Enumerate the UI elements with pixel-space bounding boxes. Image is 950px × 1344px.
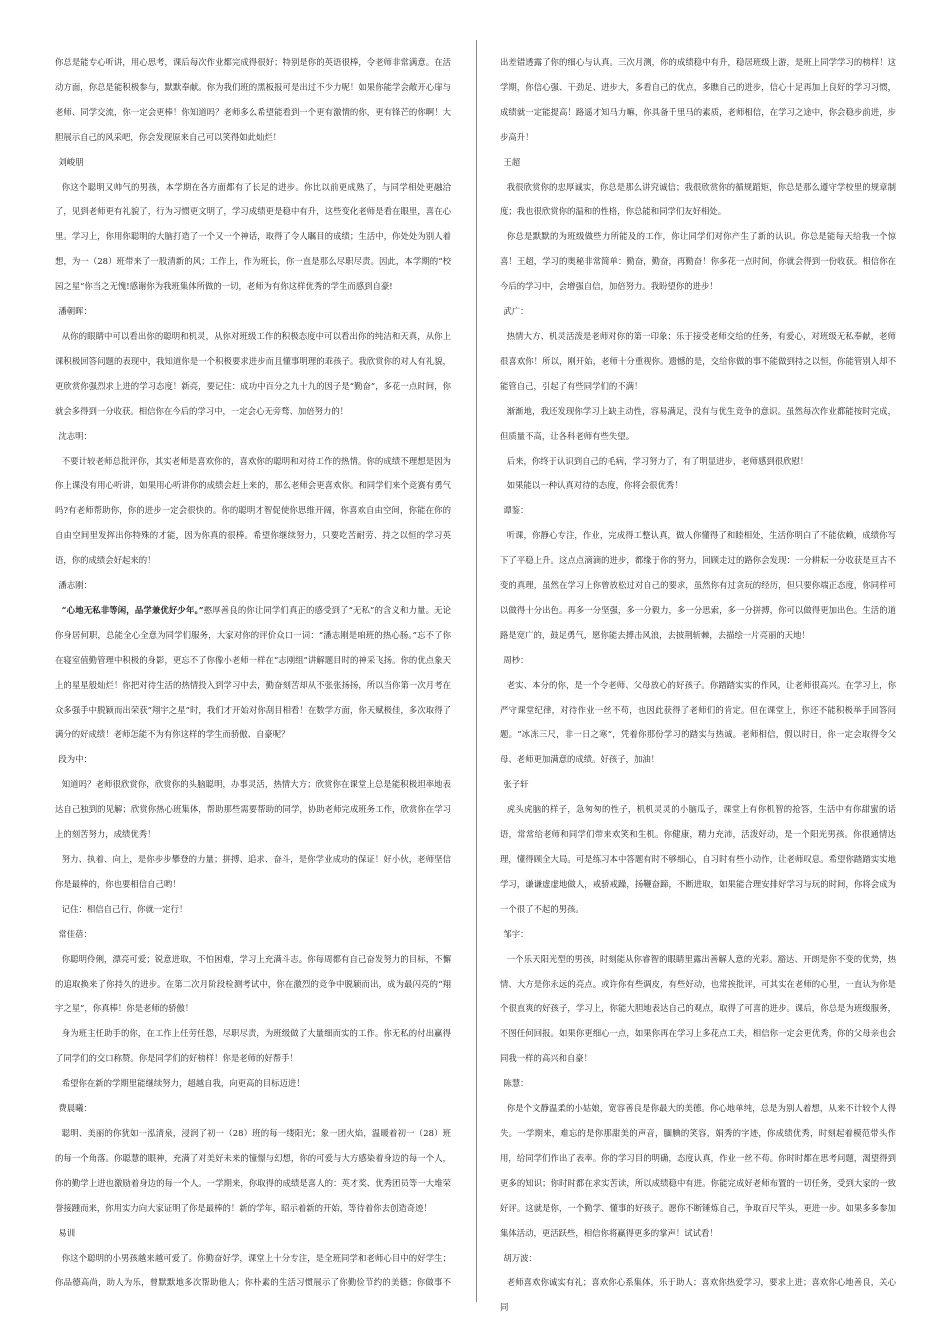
student-name: 潘朝晖： xyxy=(58,306,92,317)
student-name: 陈慧： xyxy=(503,1078,529,1089)
comment-paragraph: 从你的眼睛中可以看出你的聪明和机灵，从你对班级工作的积极态度中可以看出你的纯洁和天真，从你上课积极回答问题的表现中，我知道你是一个积极要求进步而且懂事明理的乖孩子。我欣赏你的对人有礼貌，更欣赏你强烈求上进的学习态度！新亮，要记住：成功中百分之九十九的因子是“勤奋”，多花一点时间，你就会多得到一分收获。相信你在今后的学习中，一定会心无旁骛、加倍努力的！ xyxy=(55,330,451,416)
continued-comment: 出差错透露了你的细心与认真。三次月测，你的成绩稳中有升，稳居班级上游，是班上同学学习的榜样！这学期，你信心强、干劲足、进步大，多看自己的优点，多瞧自己的进步，信心十足再加上良好的学习习惯，成绩就一定能提高！路遥才知马力嘛，你具备千里马的素质，老师相信，在学习之途中，你会稳步前进，步步高升！ xyxy=(500,57,896,142)
student-entry xyxy=(55,424,451,573)
student-name: 费晨曦： xyxy=(58,1103,92,1114)
student-entry xyxy=(500,922,896,1071)
student-name: 胡万波： xyxy=(503,1252,537,1263)
comment-paragraph: 老实、本分的你，是一个令老师、父母放心的好孩子。你踏踏实实的作风，让老师很高兴。在学习上，你严守课堂纪律，对待作业一丝不苟，也因此获得了老师们的肯定。但在课堂上，你还不能积极举手回答问题。“冰冻三尺，非一日之寒”，凭着你那份学习的踏实与热诚。老师相信，假以时日，你一定会取得令父母、老师更加满意的成绩。好孩子，加油！ xyxy=(500,679,896,765)
comment-paragraph: 如果能以一种认真对待的态度，你将会很优秀！ xyxy=(506,480,683,491)
comment-paragraph: 我很欣赏你的忠厚诚实，你总是那么讲究诚信；我很欣赏你的循规蹈矩，你总是那么遵守学校里的规章制度；我也很欣赏你的温和的性格，你总能和同学们友好相处。 xyxy=(500,181,896,217)
student-name: 段为中： xyxy=(58,754,92,765)
comment-paragraph: 听课，你静心专注，作业，完成得工整认真，做人你懂得了和睦相处，生活你明白了不能依赖，成绩你写下了平稳上升。这点点滴滴的进步，都缘于你的努力，回顾走过的路你会发现：一分耕耘一分收获是亘古不变的真理，虽然在学习上你曾放松过对自己的要求，虽然你有过贪玩的经历，但只要你端正态度，你同样可以做得十分出色。再多一分坚强，多一分毅力，多一分思索，多一分拼搏，你可以做得更加出色。生活的道路是宽广的，鼓足勇气，愿你能去搏击风浪，去披荆斩棘，去描绘一片亮丽的天地！ xyxy=(500,530,896,640)
comment-paragraph: 你总是默默的为班级做些力所能及的工作，你让同学们对你产生了新的认识。你总是能每天给我一个惊喜！王超，学习的奥秘非常简单：勤奋，勤奋，再勤奋！你多花一点时间，你就会得到一份收获。相信你在今后的学习中，会增强自信，加倍努力。我盼望你的进步！ xyxy=(500,231,896,292)
comment-lead-motto: “心地无私非等闲，品学兼优好少年。” xyxy=(61,604,204,615)
comment-paragraph: 后来，你终于认识到自己的毛病，学习努力了，有了明显进步，老师感到很欣慰！ xyxy=(506,455,809,466)
student-entry xyxy=(55,299,451,424)
student-name: 谭鉴： xyxy=(503,505,529,516)
comment-paragraph: 聪明、美丽的你犹如一泓清泉，浸润了初一（28）班的每一缕阳光；象一团火焰，温暖着初一（28）班的每一个角落。你聪慧的眼神，充满了对美好未来的憧憬与幻想，你的可爱与大方感染着身边的每一个人，你的勤学上进也激励着身边的每一个人。一学期来，你取得的成绩是喜人的：英才奖、优秀团员等一大堆荣誉接踵而来，你用实力向大家证明了你是最棒的！新的学年，昭示着新的开始，等待着你去创造奇迹！ xyxy=(55,1127,451,1213)
column-divider xyxy=(476,40,477,1302)
comment-paragraph: 身为班主任助手的你，在工作上任劳任怨，尽职尽责，为班级做了大量细而实的工作。你无私的付出赢得了同学们的交口称赞。你是同学们的好榜样！你是老师的好帮手！ xyxy=(55,1028,451,1064)
comment-paragraph: 努力、执着、向上，是你步步攀登的力量；拼搏、追求、奋斗，是你学业成功的保证！好小伙，老师坚信你是最棒的，你也要相信自己哟！ xyxy=(55,854,451,889)
student-name: 邹宇： xyxy=(503,928,529,939)
student-name: 王超 xyxy=(503,156,521,167)
student-entry xyxy=(55,747,451,921)
student-name: 沈志明： xyxy=(58,430,92,441)
student-entry xyxy=(55,922,451,1096)
student-name: 武广： xyxy=(503,306,529,317)
comment-paragraph: 不要计较老师总批评你，其实老师是喜欢你的，喜欢你的聪明和对待工作的热情。你的成绩不理想是因为你上课没有用心听讲，如果用心听讲你的成绩会赶上来的，那么老师会更喜欢你。和同学们来个竞赛有勇气吗?有老师帮助你，你的进步一定会很快的。你的聪明才智促使你思维开阔，你喜欢自由空间，你能在你的自由空间里发挥出你特殊的才能，因为你真的很棒。希望你继续努力，只要吃苦耐劳、持之以恒的学习英语，你的成绩会好起来的！ xyxy=(55,455,451,566)
student-entry xyxy=(500,150,896,299)
comment-paragraph: 虎头虎脑的样子，急匆匆的性子，机机灵灵的小脑瓜子，课堂上有你机智的抢答，生活中有你甜蜜的话语，常常给老师和同学们带来欢笑和生机。你健康，精力充沛，活泼好动，是一个阳光男孩。你很通情达理，懂得顾全大局。可是练习本中答题有时不够细心，自习时有些小动作，让老师叹息。希望你踏踏实实地学习，谦谦虚虚地做人，戒骄戒躁，扬鞭奋蹄，不断进取，如果能合理安排好学习与玩的时间，你将会成为一个很了不起的男孩。 xyxy=(500,804,896,914)
comment-paragraph: 一个乐天阳光型的男孩，时刻能从你睿智的眼睛里露出善解人意的光彩。豁达、开朗是你不变的优势，热情、大方是你永远的亮点。或许你有些调皮，有些好动，也常挨批评，可其实在老师的心里，一直认为你是个很直爽的好孩子，学习上，你能大胆地表达自己的观点，取得了可喜的进步。课后，你总是为班级服务，不图任何回报。如果你更细心一点，如果你再在学习上多花点工夫，相信你一定会更优秀，你的父母亲也会同我一样的高兴和自豪！ xyxy=(500,953,896,1064)
comment-paragraph: 知道吗？老师很欣赏你，欣赏你的头脑聪明，办事灵活，热情大方；欣赏你在课堂上总是能积极坦率地表达自己独到的见解；欣赏你热心班集体，帮助那些需要帮助的同学，协助老师完成班务工作，欣赏你在学习上的刻苦努力，成绩优秀！ xyxy=(55,779,451,840)
comment-text: 憨厚善良的你让同学们真正的感受到了“无私”的含义和力量。无论你身居何职，总能全心全意为同学们服务，大家对你的评价众口一词：“潘志刚是咱班的热心肠。”忘不了你在寝室值勤管理中积极的身影，更忘不了你像小老师一样在“志刚组”讲解题目时的神采飞扬。你的优点象天上的星星般灿烂！你把对待生活的热情投入到学习中去，勤奋刻苦却从不张张扬扬，所以当你第一次月考在众多强手中脱颖而出荣获“翔宇之星”时，我们才开始对你刮目相看！在数学方面，你天赋极佳，多次取得了满分的好成绩！老师怎能不为有你这样的学生而骄傲、自豪呢？ xyxy=(55,604,451,740)
comment-paragraph: 渐渐地，我还发现你学习上缺主动性，容易满足，没有与优生竞争的意识。虽然每次作业都能按时完成，但质量不高，让各科老师有些失望。 xyxy=(500,405,896,441)
student-name: 常佳蓓： xyxy=(58,928,92,939)
student-entry xyxy=(55,1096,451,1221)
continued-comment: 你总是能专心听讲，用心思考，课后每次作业都完成得很好；特别是你的英语很棒，令老师非常满意。在活动方面，你总是能积极参与，默默奉献。你为我们班的黑板报可是出过不少力呢！如果你能学会敞开心扉与老师、同学交流，你一定会更棒！你知道吗？老师多么希望能看到一个更有激情的你，更有锋芒的你啊！大胆展示自己的风采吧，你会发现原来自己可以笑得如此灿烂！ xyxy=(55,57,451,142)
student-entry xyxy=(500,498,896,647)
comment-paragraph: 你是个文静温柔的小姑娘，宽容善良是你最大的美德。你心地单纯，总是为别人着想，从来不计较个人得失。一学期来，难忘的是你那甜美的声音，腼腆的笑容，娟秀的字迹，你成绩优秀，时刻起着模范带头作用，给同学们作出了表率。你的学习目的明确，态度认真，作业一丝不苟。你时时都在思考问题，渴望得到更多的知识；你时时都在求实苦读，所以成绩稳中有进。你能完成好老师布置的一切任务，受到大家的一致好评。这就是你，一个勤学、懂事的好孩子。愿你不断锤炼自己，争取百尺竿头，更进一步。如果多多参加集体活动，更活跃些，相信你将赢得更多的掌声！试试看！ xyxy=(500,1103,896,1238)
student-entry xyxy=(55,573,451,747)
comment-paragraph: 热情大方、机灵活泼是老师对你的第一印象；乐于接受老师交给的任务，有爱心，对班级无私奉献，老师很喜欢你！所以，刚开始，老师十分重视你。遗憾的是，交给你做的事不能做到持之以恒，你能管别人却不能管自己，引起了有些同学们的不满！ xyxy=(500,330,896,391)
student-name: 张子轩 xyxy=(503,779,529,790)
comment-paragraph: 老师喜欢你诚实有礼；喜欢你心系集体，乐于助人；喜欢你热爱学习，要求上进；喜欢你心地善良，关心同 xyxy=(500,1277,896,1312)
comment-paragraph: 你这个聪明的小男孩越来越可爱了。你勤奋好学，课堂上十分专注，是全班同学和老师心目中的好学生；你品德高尚，助人为乐，曾默默地多次帮助他人；你朴素的生活习惯展示了你勤俭节约的美德；你做事不 xyxy=(55,1252,451,1288)
student-entry xyxy=(500,772,896,921)
comment-paragraph: 你聪明伶俐，漂亮可爱；锐意进取，不怕困难，学习上充满斗志。你每周都有自己奋发努力的目标，不懈的追取换来了你持久的进步。在第二次月阶段检测考试中，你在激烈的竞争中脱颖而出，成为最闪亮的“翔宇之星”，你真棒！你是老师的骄傲！ xyxy=(55,953,451,1014)
student-name: 潘志刚： xyxy=(58,580,92,591)
student-name: 易训 xyxy=(58,1227,76,1238)
right-column xyxy=(500,50,896,1312)
comment-paragraph: 记住：相信自己行，你就一定行！ xyxy=(61,903,188,914)
student-entry xyxy=(500,648,896,773)
student-name: 周杪： xyxy=(503,654,529,665)
comment-paragraph: 希望你在新的学期里能继续努力，超越自我，向更高的目标迈进！ xyxy=(61,1078,305,1089)
student-entry xyxy=(500,1246,896,1313)
student-entry xyxy=(55,150,451,299)
student-entry xyxy=(500,299,896,498)
left-column xyxy=(55,50,451,1312)
student-name: 刘峻朋 xyxy=(58,156,84,167)
student-entry xyxy=(500,1071,896,1245)
comment-paragraph xyxy=(55,598,451,747)
student-entry xyxy=(55,1221,451,1296)
comment-paragraph: 你这个聪明又帅气的男孩，本学期在各方面都有了长足的进步。你比以前更成熟了，与同学相处更融洽了，见到老师更有礼貌了，行为习惯更文明了，学习成绩更是稳中有升，这些变化老师是看在眼里，喜在心里。学习上，你用你聪明的大脑打造了一个又一个神话，取得了令人瞩目的成绩；生活中，你处处为别人着想，为一（28）班带来了一股清新的风；工作上，作为班长，你一直是那么尽职尽责。因此，本学期的“校园之星”你当之无愧!感谢你为我班集体所做的一切，老师为有你这样优秀的学生而感到自豪! xyxy=(55,181,451,292)
